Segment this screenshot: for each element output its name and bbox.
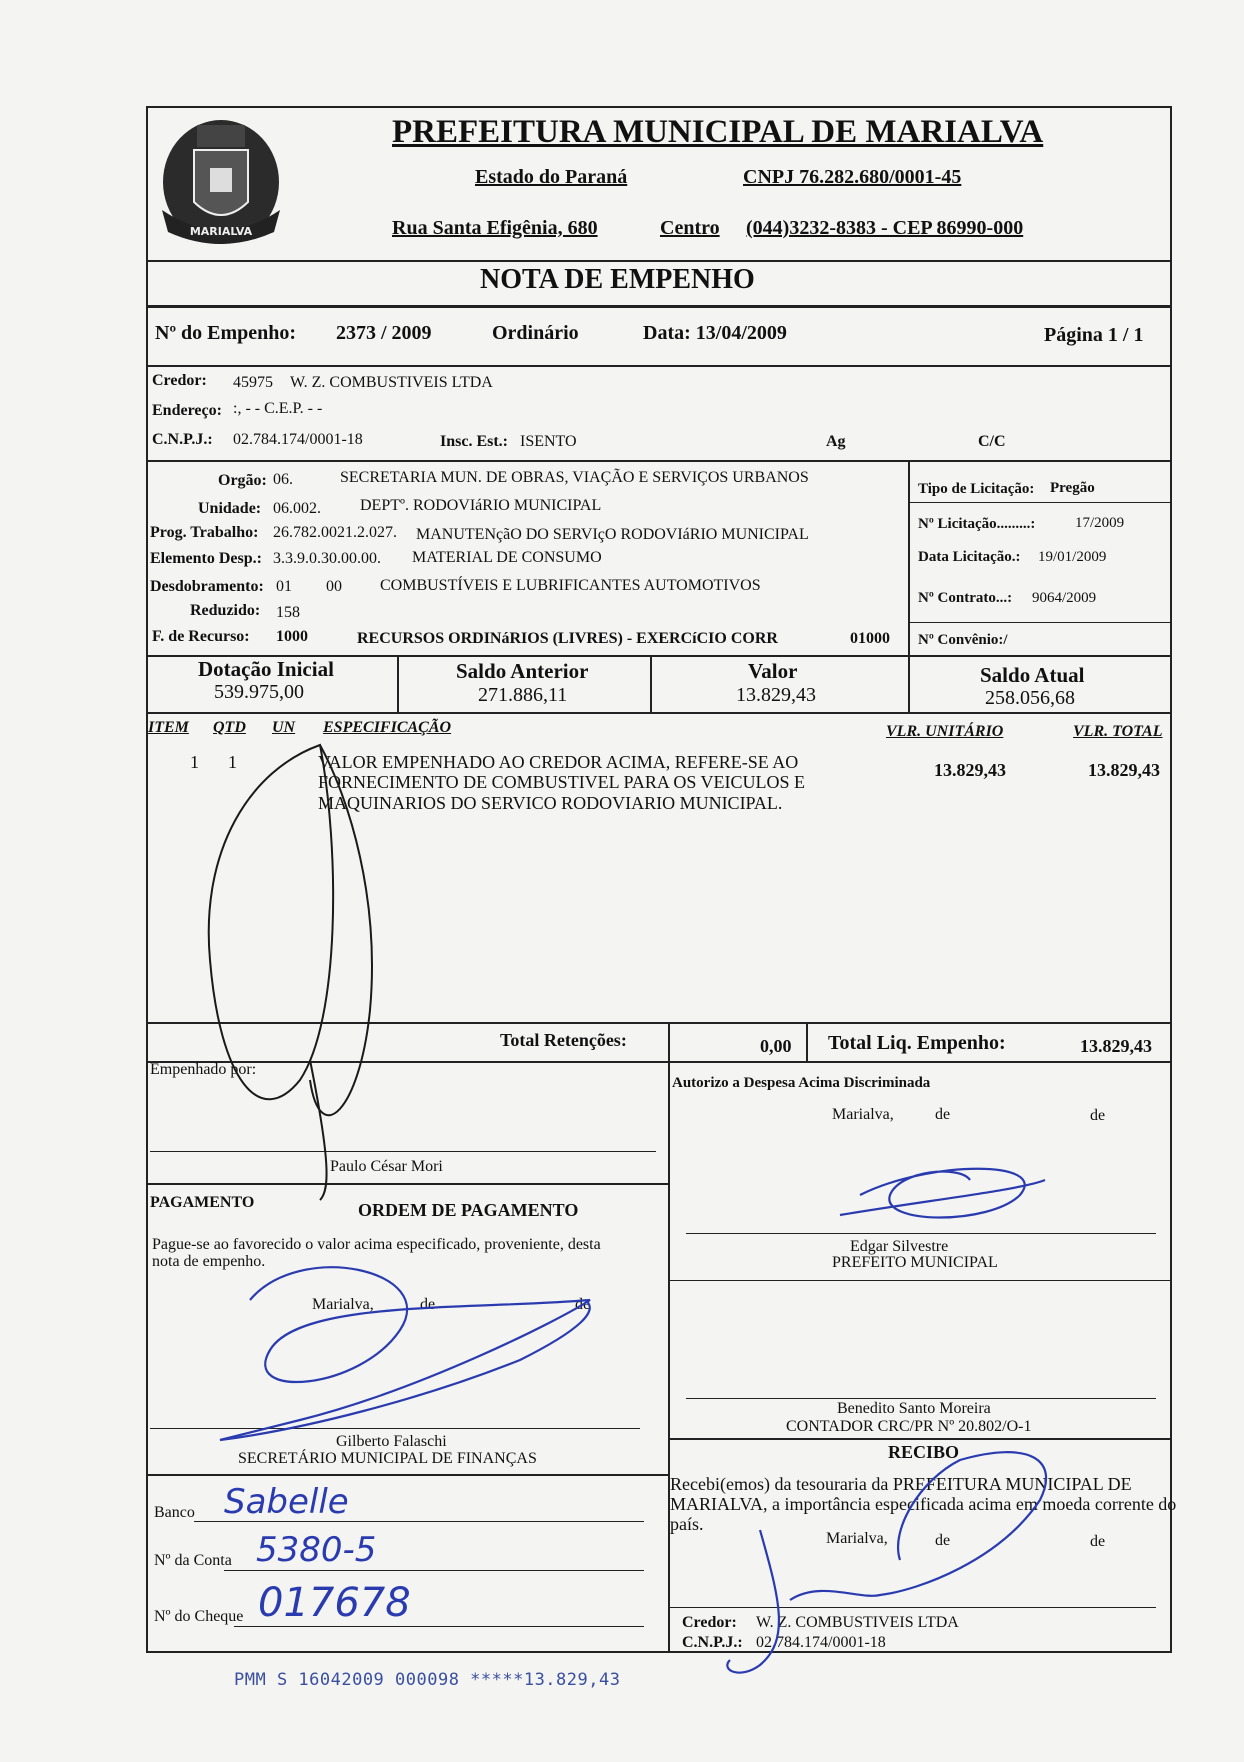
item-unit-value: 13.829,43 [934, 760, 1006, 780]
empenho-number: 2373 / 2009 [336, 322, 432, 344]
prefeito-name: Edgar Silvestre [850, 1238, 949, 1255]
recibo-de2: de [1090, 1533, 1106, 1550]
empenho-type: Ordinário [492, 322, 579, 344]
cc-label: C/C [978, 433, 1006, 450]
anterior-label: Saldo Anterior [456, 659, 589, 683]
ordem-pagamento-label: ORDEM DE PAGAMENTO [358, 1200, 579, 1220]
cheque-label: Nº do Cheque [154, 1608, 244, 1625]
signature-line [686, 1233, 1156, 1234]
prog-label: Prog. Trabalho: [150, 524, 259, 541]
pagamento-text2: nota de empenho. [152, 1253, 266, 1270]
fonte-label: F. de Recurso: [152, 628, 250, 645]
divider [146, 460, 1172, 462]
elemento-desc: MATERIAL DE CONSUMO [412, 549, 602, 566]
insc-value: ISENTO [520, 433, 577, 450]
conta-line [224, 1570, 644, 1571]
retencoes-label: Total Retenções: [500, 1030, 627, 1050]
autorizo-de1: de [935, 1106, 951, 1123]
recibo-text1: Recebi(emos) da tesouraria da PREFEITURA MUNICIPAL DE [670, 1474, 1132, 1494]
item-spec-line3: MAQUINARIOS DO SERVICO RODOVIARIO MUNICIPAL. [318, 793, 783, 813]
desdob-desc: COMBUSTÍVEIS E LUBRIFICANTES AUTOMOTIVOS [380, 577, 761, 594]
divider [146, 365, 1172, 367]
fonte-code: 1000 [276, 628, 308, 645]
page-title: PREFEITURA MUNICIPAL DE MARIALVA [392, 114, 1044, 150]
recibo-title: RECIBO [888, 1442, 960, 1462]
divider [908, 622, 1172, 623]
empenhado-name: Paulo César Mori [330, 1158, 443, 1175]
tipo-licitacao-label: Tipo de Licitação: [918, 481, 1035, 497]
dotacao-value: 539.975,00 [214, 681, 304, 703]
contrato-label: Nº Contrato...: [918, 590, 1013, 606]
signature-line [670, 1607, 1156, 1608]
retencoes-value: 0,00 [760, 1036, 792, 1056]
divider [146, 1474, 668, 1476]
anterior-value: 271.886,11 [478, 684, 568, 706]
col-unit: VLR. UNITÁRIO [886, 723, 1004, 740]
divider [668, 1022, 670, 1062]
orgao-code: 06. [273, 471, 293, 488]
unidade-label: Unidade: [198, 500, 262, 517]
cnpj-label: C.N.P.J.: [152, 431, 213, 448]
data-licitacao-value: 19/01/2009 [1038, 549, 1107, 565]
unidade-code: 06.002. [273, 500, 321, 517]
divider [908, 655, 910, 713]
desdob-a: 01 [276, 578, 292, 595]
numero-licitacao-label: Nº Licitação.........: [918, 516, 1036, 532]
contrato-value: 9064/2009 [1032, 590, 1097, 606]
svg-text:MARIALVA: MARIALVA [189, 225, 253, 238]
item-total-value: 13.829,43 [1088, 760, 1160, 780]
state-name: Estado do Paraná [475, 166, 628, 188]
phone-cep: (044)3232-8383 - CEP 86990-000 [746, 217, 1024, 239]
signature-line [150, 1428, 640, 1429]
ag-label: Ag [826, 433, 846, 450]
divider [650, 655, 652, 713]
divider [668, 1061, 670, 1653]
insc-label: Insc. Est.: [440, 433, 509, 450]
reduzido-label: Reduzido: [190, 602, 261, 619]
recibo-cnpj-value: 02.784.174/0001-18 [756, 1634, 886, 1651]
prefeito-role: PREFEITO MUNICIPAL [832, 1254, 998, 1271]
dotacao-label: Dotação Inicial [198, 657, 334, 681]
document-title: NOTA DE EMPENHO [480, 264, 755, 295]
fonte-code2: 01000 [850, 630, 890, 647]
recibo-text2: MARIALVA, a importância especificada acima em moeda corrente do [670, 1494, 1177, 1514]
recibo-credor-label: Credor: [682, 1614, 737, 1631]
credor-code: 45975 [233, 374, 273, 391]
secretario-role: SECRETÁRIO MUNICIPAL DE FINANÇAS [238, 1450, 537, 1467]
autorizo-de2: de [1090, 1107, 1106, 1124]
empenho-date: Data: 13/04/2009 [643, 322, 787, 344]
banco-label: Banco [154, 1504, 195, 1521]
unidade-desc: DEPTº. RODOVIáRIO MUNICIPAL [360, 497, 602, 514]
empenhado-label: Empenhado por: [150, 1061, 257, 1078]
contador-role: CONTADOR CRC/PR Nº 20.802/O-1 [786, 1418, 1032, 1435]
reduzido-value: 158 [276, 604, 300, 621]
prog-desc: MANUTENçãO DO SERVIçO RODOVIáRIO MUNICIPAL [416, 526, 809, 543]
divider [146, 1183, 668, 1185]
cnpj-value: 02.784.174/0001-18 [233, 431, 363, 448]
credor-label: Credor: [152, 372, 207, 389]
atual-value: 258.056,68 [985, 687, 1075, 709]
col-spec: ESPECIFICAÇÃO [323, 719, 452, 736]
liquido-label: Total Liq. Empenho: [828, 1032, 1006, 1054]
endereco-value: :, - - C.E.P. - - [233, 400, 323, 417]
divider [806, 1022, 808, 1062]
cheque-value: 017678 [258, 1580, 411, 1626]
bank-stamp: PMM S 16042009 000098 *****13.829,43 [234, 1670, 621, 1690]
divider [668, 1438, 1172, 1440]
pagamento-de1: de [420, 1296, 436, 1313]
cheque-line [234, 1626, 644, 1627]
pagamento-place: Marialva, [312, 1296, 374, 1313]
divider [908, 502, 1172, 503]
page-number: Página 1 / 1 [1044, 324, 1144, 346]
elemento-label: Elemento Desp.: [150, 550, 262, 567]
cnpj-header: CNPJ 76.282.680/0001-45 [743, 166, 962, 188]
col-un: UN [272, 719, 296, 736]
orgao-label: Orgão: [218, 472, 267, 489]
col-qtd: QTD [213, 719, 246, 736]
item-qtd: 1 [228, 752, 237, 772]
recibo-place: Marialva, [826, 1530, 888, 1547]
district: Centro [660, 217, 720, 239]
prog-code: 26.782.0021.2.027. [273, 524, 397, 541]
divider [146, 712, 1172, 714]
convenio-label: Nº Convênio:/ [918, 632, 1008, 648]
contador-name: Benedito Santo Moreira [837, 1400, 991, 1417]
recibo-cnpj-label: C.N.P.J.: [682, 1634, 743, 1651]
banco-value: Sabelle [224, 1482, 349, 1522]
numero-licitacao-value: 17/2009 [1075, 515, 1125, 531]
recibo-text3: país. [670, 1514, 704, 1534]
data-licitacao-label: Data Licitação.: [918, 549, 1021, 565]
address: Rua Santa Efigênia, 680 [392, 217, 598, 239]
divider [668, 1280, 1172, 1281]
atual-label: Saldo Atual [980, 663, 1085, 687]
desdob-label: Desdobramento: [150, 578, 264, 595]
recibo-credor-value: W. Z. COMBUSTIVEIS LTDA [756, 1614, 959, 1631]
conta-label: Nº da Conta [154, 1552, 232, 1569]
valor-value: 13.829,43 [736, 684, 816, 706]
liquido-value: 13.829,43 [1080, 1036, 1152, 1056]
divider [397, 655, 399, 713]
elemento-code: 3.3.9.0.30.00.00. [273, 550, 381, 567]
autorizo-label: Autorizo a Despesa Acima Discriminada [672, 1075, 931, 1091]
tipo-licitacao-value: Pregão [1050, 480, 1095, 496]
desdob-b: 00 [326, 578, 342, 595]
municipal-crest [152, 110, 290, 250]
recibo-de1: de [935, 1532, 951, 1549]
empenho-label: Nº do Empenho: [155, 322, 297, 344]
divider [908, 460, 910, 656]
item-spec-line1: VALOR EMPENHADO AO CREDOR ACIMA, REFERE-SE AO [318, 752, 799, 772]
credor-name: W. Z. COMBUSTIVEIS LTDA [290, 374, 493, 391]
divider [146, 1061, 1172, 1063]
divider [146, 1022, 1172, 1024]
autorizo-place: Marialva, [832, 1106, 894, 1123]
item-spec-line2: FORNECIMENTO DE COMBUSTIVEL PARA OS VEICULOS E [318, 772, 806, 792]
signature-line [150, 1151, 656, 1152]
item-number: 1 [190, 752, 199, 772]
col-item: ITEM [148, 719, 189, 736]
divider [146, 260, 1172, 262]
signature-line [686, 1398, 1156, 1399]
secretario-name: Gilberto Falaschi [336, 1433, 447, 1450]
pagamento-de2: de [575, 1296, 591, 1313]
pagamento-text1: Pague-se ao favorecido o valor acima especificado, proveniente, desta [152, 1236, 601, 1253]
conta-value: 5380-5 [256, 1530, 377, 1570]
endereco-label: Endereço: [152, 402, 222, 419]
valor-label: Valor [748, 659, 798, 683]
orgao-desc: SECRETARIA MUN. DE OBRAS, VIAÇÃO E SERVIÇOS URBANOS [340, 469, 809, 486]
col-total: VLR. TOTAL [1073, 723, 1163, 740]
divider [146, 305, 1172, 308]
pagamento-label: PAGAMENTO [150, 1194, 255, 1211]
fonte-desc: RECURSOS ORDINáRIOS (LIVRES) - EXERCíCIO CORR [357, 630, 778, 647]
